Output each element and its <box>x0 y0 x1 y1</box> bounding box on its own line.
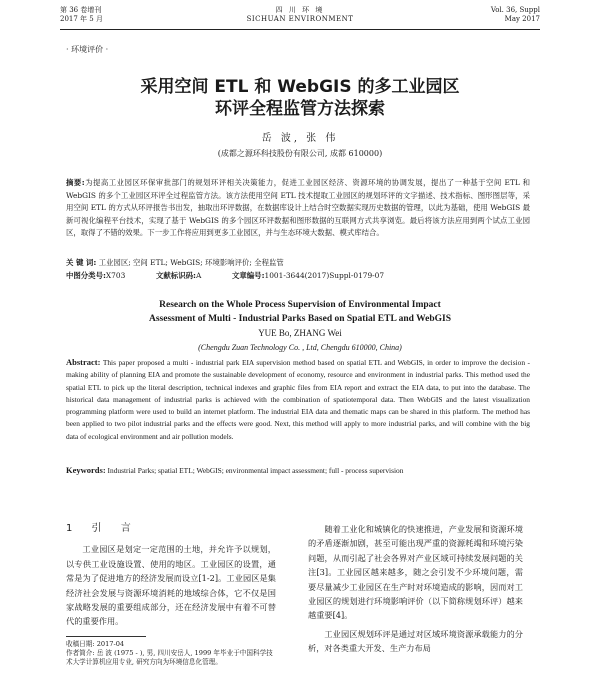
body-column-right <box>308 522 523 656</box>
section-label: · 环境评价 · <box>66 45 109 54</box>
section-heading-intro: 1 引 言 <box>66 523 139 534</box>
intro-paragraph-2: 随着工业化和城镇化的快速推进，产业发展和资源环境的矛盾逐渐加剧，甚至可能出现严重的资源耗竭和环境污染问题，从而引起了社会各界对产业区域可持续发展问题的关注[3]。工业园区越来越多，随之会引发不少环境问题，需要尽量减少工业园区在生产时对环境造成的影响，因而对工业园区的规划进行环境影响评价（以下简称规划环评）越来越重要[4]。 <box>308 524 523 621</box>
doc-code-label: 文献标识码: <box>156 271 196 280</box>
classification-line <box>66 270 530 281</box>
author-bio: 作者简介: 岳 波 (1975 - ), 男, 四川安岳人, 1999 年毕业于中国科学技术大学计算机应用专业, 研究方向为环境信息化管理。 <box>66 649 273 666</box>
article-number-label: 文章编号: <box>232 271 265 280</box>
footnote-rule <box>66 636 146 637</box>
article-number-value: 1001-3644(2017)Suppl-0179-07 <box>264 271 385 280</box>
header-center <box>60 6 540 24</box>
running-header <box>60 6 540 28</box>
footnote <box>66 640 276 667</box>
title-en-line-2: Assessment of Multi - Industrial Parks Based on Spatial ETL and WebGIS <box>148 314 452 324</box>
journal-date-cn: 2017 年 5 月 <box>60 15 103 23</box>
abstract-cn-text: 为提高工业园区环保审批部门的规划环评相关决策能力，促进工业园区经济、资源环境的协调发展，提出了一种基于空间 ETL 和 WebGIS 的多个工业园区环评全过程监管方法。该方法使用空间 ETL 技术提取工业园区的规划环评的文字描述、技术指标、图形图层等，采用空间 ETL 的方式从环评报告书出发，抽取出环评数据，在数据库设计上结合时空数据实现历史数据的管理，以此为基础，使用 WebGIS 最新可视化编程平台技术，实现了基于 WebGIS 的多个园区环评数据和图形数据的互联网方式共享浏览。最后将该方法应用到两个试点工业园区，取得了不错的效果。下一步工作将应用到更多工业园区，并与生态环境大数据、模式库结合。 <box>66 178 530 238</box>
abstract-cn-label: 摘要: <box>66 178 85 187</box>
abstract-en-label: Abstract: <box>66 357 101 367</box>
journal-volume: 第 36 卷增刊 <box>60 6 102 14</box>
header-rule <box>60 29 540 30</box>
journal-name-en: SICHUAN ENVIRONMENT <box>246 15 354 23</box>
affiliation-cn: (成都之源环科技股份有限公司, 成都 610000) <box>217 149 383 158</box>
journal-date-en: May 2017 <box>504 15 540 23</box>
keywords-cn-text: 工业园区; 空间 ETL; WebGIS; 环境影响评价; 全程监管 <box>98 258 284 267</box>
journal-name-cn: 四 川 环 境 <box>275 6 325 14</box>
clc-label: 中图分类号: <box>66 271 106 280</box>
affiliation-en: (Chengdu Zuan Technology Co. , Ltd, Chengdu 610000, China) <box>198 343 402 352</box>
title-line-2: 环评全程监管方法探索 <box>215 99 385 119</box>
keywords-en <box>66 465 530 475</box>
paper-title-en <box>60 298 540 326</box>
abstract-en <box>66 356 530 443</box>
journal-volume-en: Vol. 36, Suppl <box>490 6 540 14</box>
keywords-en-text: Industrial Parks; spatial ETL; WebGIS; environmental impact assessment; full - process supervision <box>107 466 404 475</box>
abstract-cn <box>66 177 530 240</box>
authors-cn: 岳 波, 张 伟 <box>261 133 339 144</box>
intro-paragraph-1: 工业园区是划定一定范围的土地，并允许予以规划，以专供工业设施设置、使用的地区。工业园区的设置，通常是为了促进地方的经济发展而设立[1-2]。工业园区是集经济社会发展与资源环境消耗的地域综合体，它不仅是国家战略发展的重要组成部分，还在经济发展中有着不可替代的重要作用。 <box>66 544 276 627</box>
intro-paragraph-3: 工业园区规划环评是通过对区域环境资源承载能力的分析，对各类重大开发、生产力布局 <box>308 628 523 654</box>
keywords-cn-label: 关 键 词: <box>66 258 97 267</box>
header-right <box>491 6 540 24</box>
keywords-en-label: Keywords: <box>66 465 106 475</box>
body-column-left <box>66 522 276 629</box>
keywords-cn <box>66 257 530 268</box>
received-date: 收稿日期: 2017-04 <box>66 640 125 648</box>
title-en-line-1: Research on the Whole Process Supervision of Environmental Impact <box>159 300 441 310</box>
authors-en: YUE Bo, ZHANG Wei <box>258 328 342 338</box>
abstract-en-text: This paper proposed a multi - industrial park EIA supervision method based on spatial ETL and WebGIS, in order to improve the decision - making ability of planning EIA and promote the sustainable development of economy, resource and environment in industrial parks. This method used the spatial ETL to pick up the literal description, technical indexes and graphic files from EIA report and extract the EIA data, to put into the database. The historical data management of industrial parks is achieved with the combination of spatiotemporal data. Then WebGIS and the latest visualization programming platform were used to build an internet platform. The industrial EIA data and thematic maps can be shared in this platform. The method has been applied to two pilot industrial parks and the effects were good. Next, this method will apply to more industrial parks, and will combine with the big data of ecological environment and air pollution models. <box>66 358 530 441</box>
doc-code-value: A <box>195 271 202 280</box>
title-line-1: 采用空间 ETL 和 WebGIS 的多工业园区 <box>140 77 460 97</box>
paper-title-cn <box>60 76 540 120</box>
clc-value: X703 <box>105 271 126 280</box>
